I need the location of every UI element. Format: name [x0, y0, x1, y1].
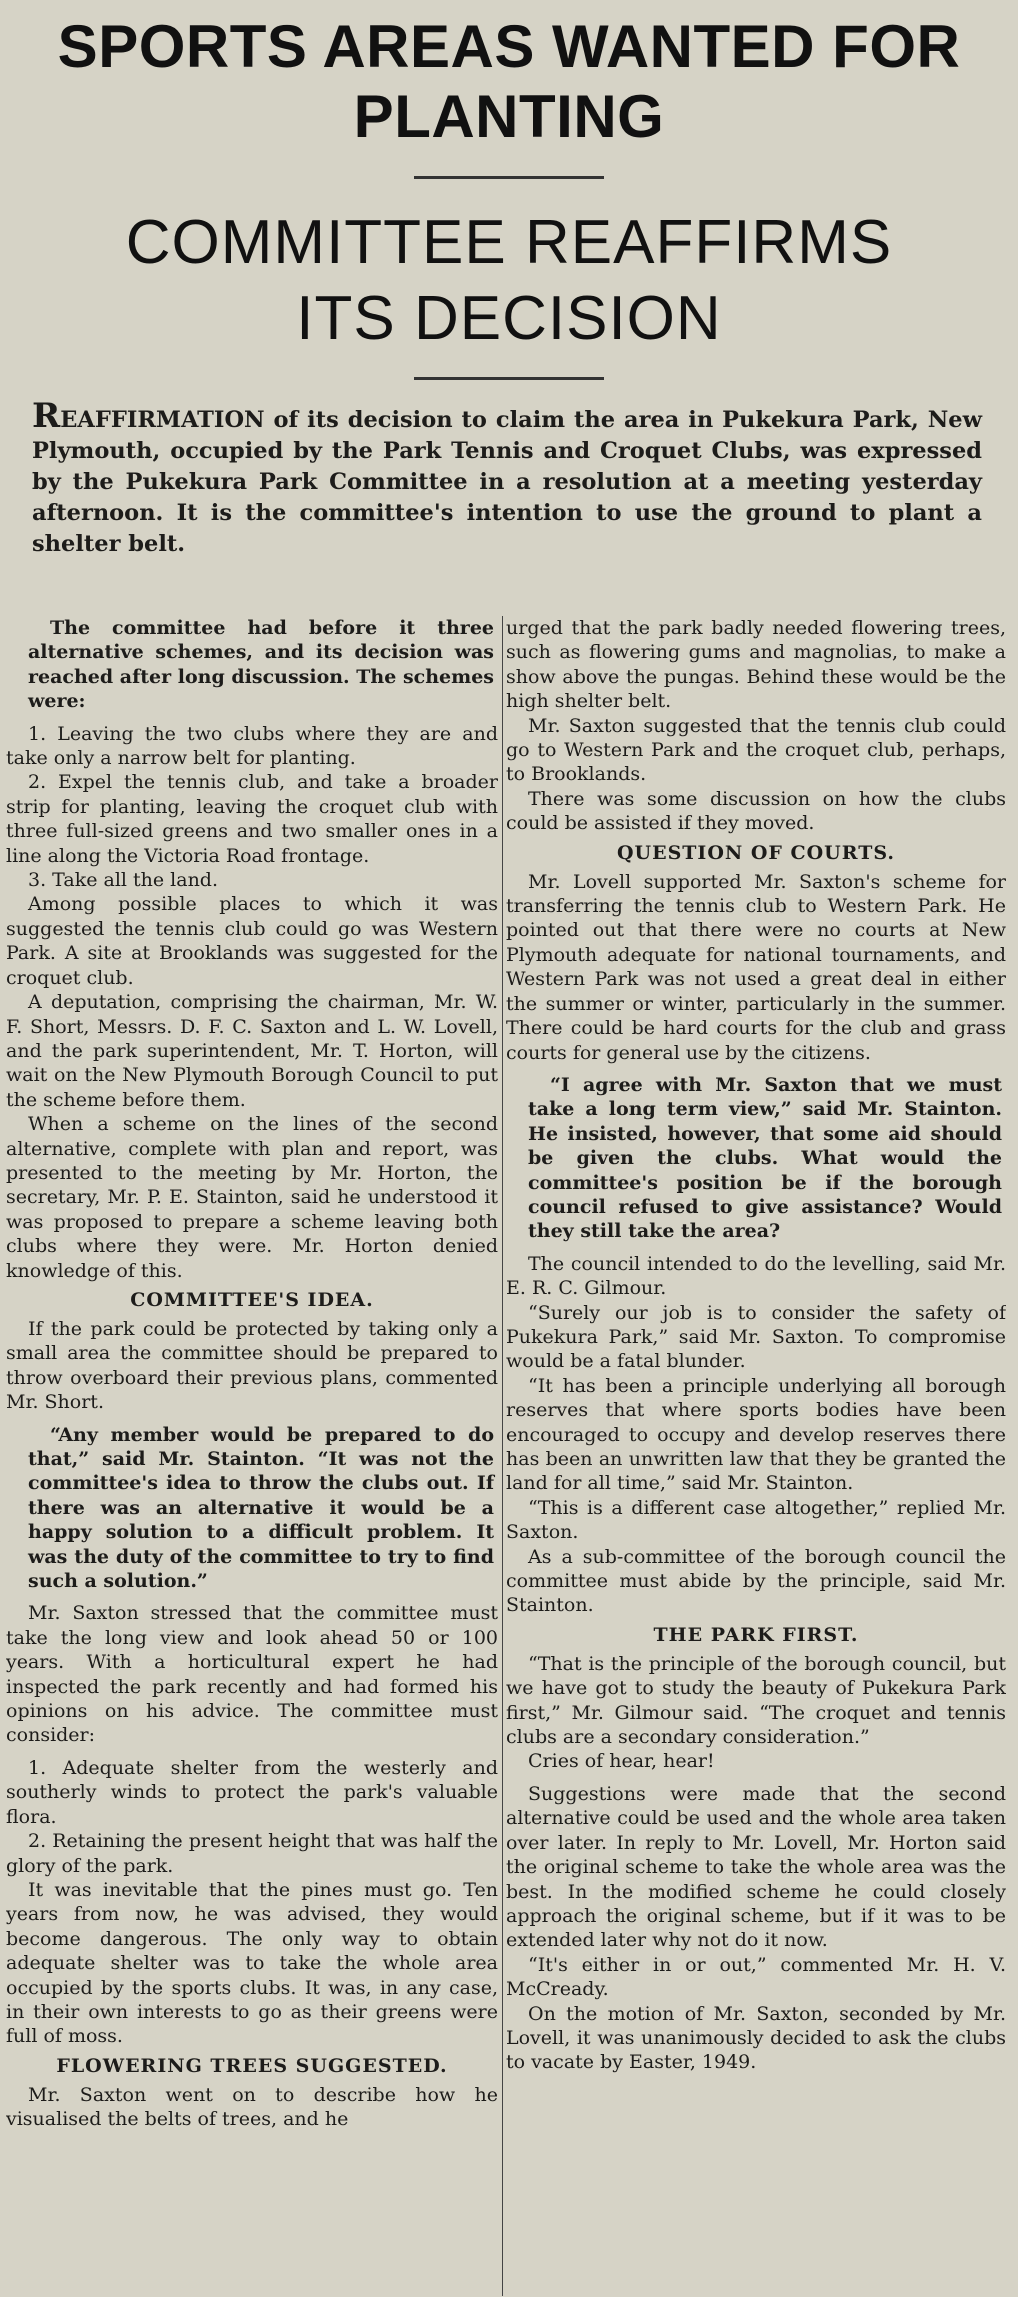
paragraph-places: Among possible places to which it was suggested the tennis club could go was Western Park. A site at Brooklands was suggested for the croquet club. — [6, 893, 498, 989]
paragraph-motion: On the motion of Mr. Saxton, seconded by Mr. Lovell, it was unanimously decided to ask the clubs to vacate by Easter, 1949. — [506, 2002, 1006, 2074]
paragraph-council: The council intended to do the levelling, said Mr. E. R. C. Gilmour. — [506, 1252, 1006, 1300]
quote-agree: “I agree with Mr. Saxton that we must take a long term view,” said Mr. Stainton. He insisted, however, that some aid should be given the clubs. What would the committee's position be if the borough council refused to give assistance? Would they still take the area? — [528, 1073, 1002, 1243]
headline-line2: PLANTING — [353, 83, 665, 150]
lead-dropcap: R — [32, 396, 61, 436]
paragraph-saxton-long-view: Mr. Saxton stressed that the committee must take the long view and look ahead 50 or 100 years. With a horticultural expert he had inspected the park recently and had formed his opinions on his advice. The committee must consider: — [6, 1602, 498, 1747]
subheadline — [0, 205, 1018, 357]
headline-line1: SPORTS AREAS WANTED FOR — [57, 13, 961, 80]
schemes-intro: The committee had before it three alternative schemes, and its decision was reached after long discussion. The schemes were: — [28, 617, 494, 713]
paragraph-either: “It's either in or out,” commented Mr. H. V. McCready. — [506, 1953, 1006, 2001]
heading-committees-idea: COMMITTEE'S IDEA. — [130, 1288, 374, 1311]
paragraph-suggestions: Suggestions were made that the second alternative could be used and the whole area taken over later. In reply to Mr. Lovell, Mr. Horton said the original scheme to take the whole area was the best. In the modified scheme he could closely approach the original scheme, but if it was to be extended later why not do it now. — [506, 1782, 1006, 1952]
paragraph-discussion: There was some discussion on how the clubs could be assisted if they moved. — [506, 787, 1006, 835]
paragraph-scheme: When a scheme on the lines of the second alternative, complete with plan and report, was presented to the meeting by Mr. Horton, the secretary, Mr. P. E. Stainton, said he understood it was proposed to prepare a scheme leaving both clubs where they were. Mr. Horton denied knowledge of this. — [6, 1113, 498, 1282]
heading-flowering-trees: FLOWERING TREES SUGGESTED. — [56, 2054, 448, 2077]
paragraph-belts: Mr. Saxton went on to describe how he visualised the belts of trees, and he — [6, 2083, 498, 2131]
paragraph-protected: If the park could be protected by taking only a small area the committee should be prepared to throw overboard their previous plans, commented Mr. Short. — [6, 1317, 498, 1414]
paragraph-pines: It was inevitable that the pines must go. Ten years from now, he was advised, they would become dangerous. The only way to obtain adequate shelter was to take the whole area occupied by the sports clubs. It was, in any case, in their own interests to go as their greens were full of moss. — [6, 1878, 498, 2048]
scheme-1: 1. Leaving the two clubs where they are and take only a narrow belt for planting. — [6, 722, 498, 770]
paragraph-that: “That is the principle of the borough council, but we have got to study the beauty of Pukekura Park first,” Mr. Gilmour said. “The croquet and tennis clubs are a secondary consideration.” — [506, 1652, 1006, 1749]
heading-question-of-courts: QUESTION OF COURTS. — [616, 841, 896, 864]
consider-2: 2. Retaining the present height that was half the glory of the park. — [6, 1830, 498, 1877]
headline-rule — [414, 176, 604, 179]
paragraph-western-park: Mr. Saxton suggested that the tennis club could go to Western Park and the croquet club, perhaps, to Brooklands. — [506, 714, 1006, 786]
subheadline-line2: ITS DECISION — [296, 284, 722, 353]
paragraph-subcommittee: As a sub-committee of the borough council the committee must abide by the principle, said Mr. Stainton. — [506, 1545, 1006, 1617]
subheadline-line1: COMMITTEE REAFFIRMS — [125, 208, 893, 277]
quote-any-member: “Any member would be prepared to do that,” said Mr. Stainton. “It was not the committee's idea to throw the clubs out. If there was an alternative it would be a happy solution to a difficult problem. It was the duty of the committee to try to find such a solution.” — [28, 1423, 494, 1593]
heading-park-first: THE PARK FIRST. — [653, 1623, 859, 1646]
headline — [0, 0, 1018, 152]
paragraph-different: “This is a different case altogether,” replied Mr. Saxton. — [506, 1496, 1006, 1544]
paragraph-principle: “It has been a principle underlying all borough reserves that where sports bodies have been encouraged to occupy and develop reserves there has been an unwritten law that they be granted the land for all time,” said Mr. Stainton. — [506, 1374, 1006, 1495]
paragraph-surely: “Surely our job is to consider the safety of Pukekura Park,” said Mr. Saxton. To compromise would be a fatal blunder. — [506, 1301, 1006, 1373]
lead-paragraph — [32, 396, 982, 560]
scheme-2: 2. Expel the tennis club, and take a broader strip for planting, leaving the croquet club with three full-sized greens and two smaller ones in a line along the Victoria Road frontage. — [6, 771, 498, 867]
paragraph-deputation: A deputation, comprising the chairman, Mr. W. F. Short, Messrs. D. F. C. Saxton and L. W. Lovell, and the park superintendent, Mr. T. Horton, will wait on the New Plymouth Borough Council to put the scheme before them. — [6, 991, 498, 1111]
paragraph-urged: urged that the park badly needed flowering trees, such as flowering gums and magnolias, to make a show above the pungas. Behind these would be the high shelter belt. — [506, 617, 1006, 713]
scheme-3: 3. Take all the land. — [28, 869, 219, 892]
paragraph-cries: Cries of hear, hear! — [528, 1750, 715, 1773]
subheadline-rule — [414, 377, 604, 380]
lead-text: EAFFIRMATION of its decision to claim the area in Pukekura Park, New Plymouth, occupied by the Park Tennis and Croquet Clubs, was expressed by the Pukekura Park Committee in a resolution at a meeting yesterday afternoon. It is the committee's intention to use the ground to plant a shelter belt. — [32, 407, 982, 557]
right-column — [506, 616, 1006, 2296]
article-columns — [6, 616, 1012, 2296]
column-divider — [502, 616, 503, 2296]
paragraph-lovell: Mr. Lovell supported Mr. Saxton's scheme for transferring the tennis club to Western Park. He pointed out that there were no courts at New Plymouth adequate for national tournaments, and Western Park was not used a great deal in either the summer or winter, particularly in the summer. There could be hard courts for the club and grass courts for general use by the citizens. — [506, 870, 1006, 1064]
left-column — [6, 616, 498, 2296]
consider-1: 1. Adequate shelter from the westerly and southerly winds to protect the park's valuable flora. — [6, 1756, 498, 1828]
